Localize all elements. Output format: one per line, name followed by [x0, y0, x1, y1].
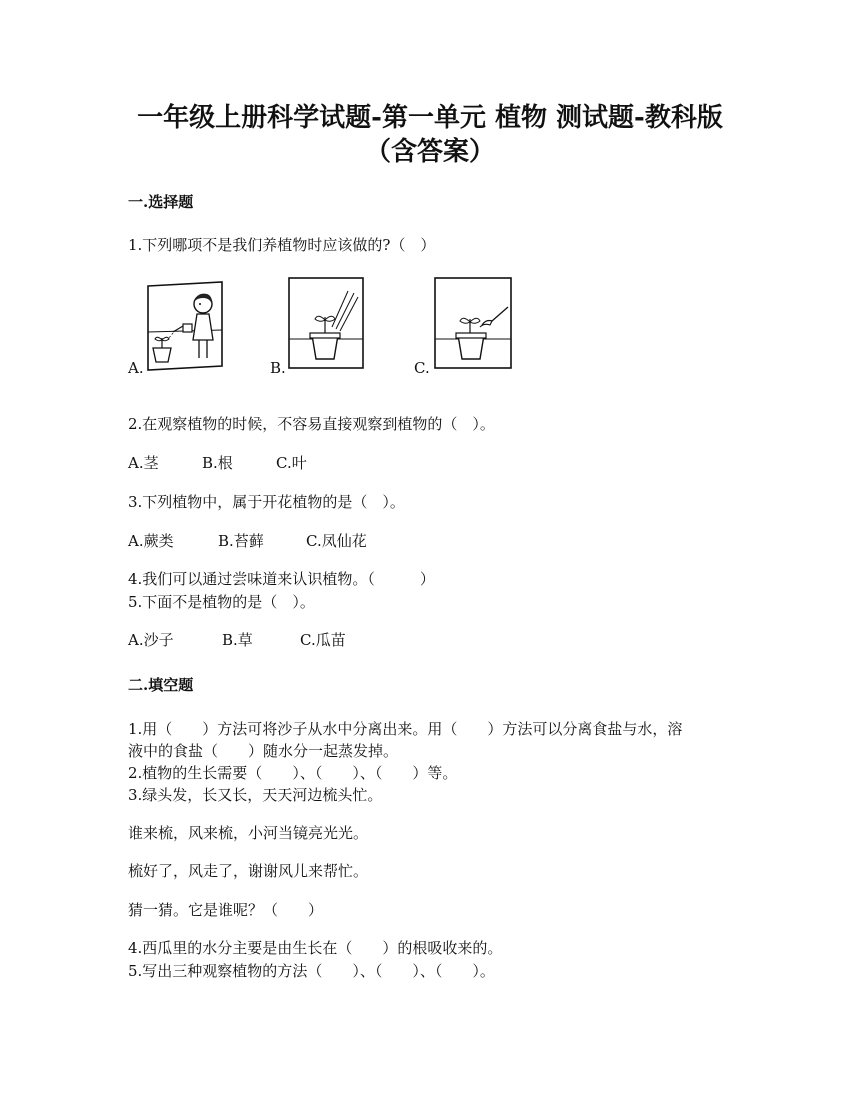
- fill-q4: 4.西瓜里的水分主要是由生长在（ ）的根吸收来的。: [128, 939, 503, 957]
- fill-q3-line1: 3.绿头发，长又长，天天河边梳头忙。: [128, 786, 383, 804]
- fill-q1-line2: 液中的食盐（ ）随水分一起蒸发掉。: [128, 742, 399, 760]
- q3-option-c: C.凤仙花: [306, 532, 367, 550]
- potted-plant-sunlight-icon: [288, 277, 364, 369]
- document-title-line2: （含答案）: [364, 137, 495, 167]
- section1-heading: 一.选择题: [128, 193, 194, 211]
- q1-option-b: B.: [270, 359, 286, 377]
- q1-option-c: C.: [414, 359, 430, 377]
- q3-text: 3.下列植物中，属于开花植物的是（ ）。: [128, 493, 405, 511]
- q2-option-a: A.茎: [128, 454, 159, 472]
- fill-q2: 2.植物的生长需要（ ）、（ ）、（ ）等。: [128, 764, 458, 782]
- q2-option-c: C.叶: [276, 454, 307, 472]
- fill-q5: 5.写出三种观察植物的方法（ ）、（ ）、（ ）。: [128, 962, 495, 980]
- fill-q1-line1: 1.用（ ）方法可将沙子从水中分离出来。用（ ）方法可以分离食盐与水，溶: [128, 720, 683, 738]
- q5-option-c: C.瓜苗: [300, 631, 346, 649]
- q3-option-b: B.苔藓: [218, 532, 264, 550]
- q5-option-a: A.沙子: [128, 631, 174, 649]
- fill-q3-line3: 梳好了，风走了，谢谢风儿来帮忙。: [128, 862, 369, 880]
- q2-text: 2.在观察植物的时候，不容易直接观察到植物的（ ）。: [128, 415, 495, 433]
- q2-option-b: B.根: [202, 454, 233, 472]
- girl-watering-plant-icon: [145, 280, 225, 372]
- fill-q3-line4: 猜一猜。它是谁呢？（ ）: [128, 901, 324, 919]
- q5-text: 5.下面不是植物的是（ ）。: [128, 593, 315, 611]
- section2-heading: 二.填空题: [128, 676, 194, 694]
- q1-option-a: A.: [128, 359, 144, 377]
- q3-option-a: A.蕨类: [128, 532, 174, 550]
- fill-q3-line2: 谁来梳，风来梳，小河当镜亮光光。: [128, 824, 369, 842]
- hand-touching-plant-icon: [434, 277, 512, 369]
- document-title-line1: 一年级上册科学试题-第一单元 植物 测试题-教科版: [137, 103, 723, 133]
- q1-text: 1.下列哪项不是我们养植物时应该做的?（ ）: [128, 236, 436, 254]
- q5-option-b: B.草: [222, 631, 253, 649]
- q4-text: 4.我们可以通过尝味道来认识植物。（ ）: [128, 570, 435, 588]
